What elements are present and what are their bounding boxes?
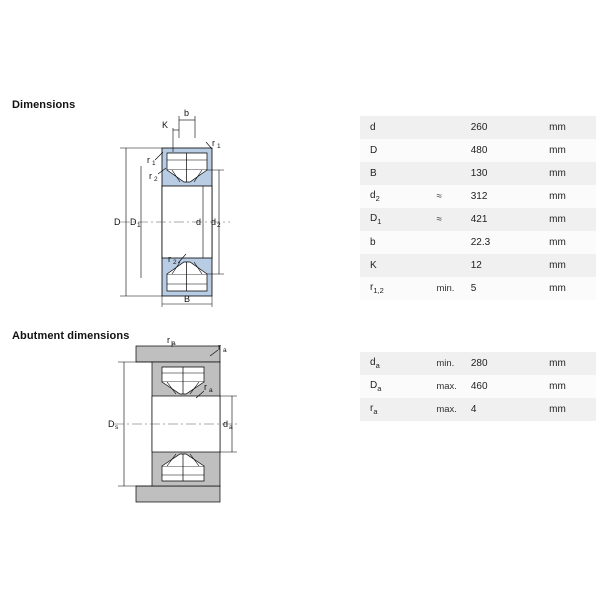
label-r2-bottom-sub: 2 — [173, 259, 177, 266]
label-r1-left-sub: 1 — [152, 160, 156, 167]
dimension-qualifier-cell: min. — [436, 277, 470, 300]
abutment-symbol-cell — [360, 352, 436, 375]
dimension-symbol-cell — [360, 139, 436, 162]
label-ra-top-sub: a — [172, 340, 176, 347]
dimension-unit-cell: mm — [543, 208, 596, 231]
dimension-value-cell: 5 — [471, 277, 543, 300]
dimension-value-cell: 480 — [471, 139, 543, 162]
dimension-value-cell: 312 — [471, 185, 543, 208]
label-d: d — [196, 217, 202, 227]
dimension-symbol-cell — [360, 185, 436, 208]
label-ra-upper-right: r — [218, 342, 221, 352]
symbol-subscript: a — [375, 361, 380, 370]
label-r2-left-sub: 2 — [154, 176, 158, 183]
table-row — [360, 208, 596, 231]
symbol-text: K — [370, 260, 377, 271]
dimension-value-cell: 130 — [471, 162, 543, 185]
symbol-subscript: 2 — [375, 194, 380, 203]
table-row — [360, 375, 596, 398]
bearing-drawing — [100, 108, 330, 308]
table-row — [360, 254, 596, 277]
label-r2-left: r — [149, 171, 152, 181]
symbol-subscript: a — [373, 407, 378, 416]
dimension-unit-cell: mm — [543, 277, 596, 300]
abutment-symbol-cell — [360, 375, 436, 398]
dimension-symbol-cell — [360, 208, 436, 231]
dimension-qualifier-cell — [436, 162, 470, 185]
symbol-text: r — [370, 403, 374, 414]
dimension-symbol-cell — [360, 231, 436, 254]
abutment-symbol-cell — [360, 398, 436, 421]
abutment-qualifier-cell: min. — [436, 352, 471, 375]
symbol-text: D — [370, 380, 378, 391]
symbol-subscript: a — [377, 384, 382, 393]
label-r1-top: r — [212, 138, 215, 148]
dimension-value-cell: 22.3 — [471, 231, 543, 254]
dimension-unit-cell: mm — [543, 162, 596, 185]
abutment-qualifier-cell: max. — [436, 398, 471, 421]
abutment-qualifier-cell: max. — [436, 375, 471, 398]
label-ra-top: r — [167, 335, 170, 345]
dimension-value-cell: 260 — [471, 116, 543, 139]
dimension-value-cell: 421 — [471, 208, 543, 231]
label-D1: D — [130, 217, 137, 227]
table-row — [360, 139, 596, 162]
dimensions-table — [360, 116, 596, 300]
label-ra-upper-right-sub: a — [223, 347, 227, 354]
label-D: D — [114, 217, 121, 227]
label-r2-bottom: r — [168, 254, 171, 264]
table-row — [360, 185, 596, 208]
dimension-unit-cell: mm — [543, 185, 596, 208]
label-d2: d — [211, 217, 217, 227]
label-r1-top-sub: 1 — [217, 143, 221, 150]
label-Ds-sub: s — [115, 424, 119, 431]
dimension-symbol-cell — [360, 116, 436, 139]
symbol-text: d — [370, 190, 376, 201]
dimension-symbol-cell — [360, 254, 436, 277]
abutment-drawing — [100, 335, 330, 510]
label-K: K — [162, 120, 169, 130]
abutment-dimensions-table — [360, 352, 596, 421]
label-ra-mid: r — [204, 382, 207, 392]
abutment-value-cell: 460 — [471, 375, 543, 398]
label-Ds: D — [108, 419, 115, 429]
label-r1-left: r — [147, 155, 150, 165]
symbol-text: B — [370, 168, 377, 179]
label-ra-mid-sub: a — [209, 387, 213, 394]
dimension-qualifier-cell — [436, 139, 470, 162]
symbol-text: D — [370, 213, 378, 224]
symbol-text: D — [370, 145, 378, 156]
symbol-subscript: 1,2 — [373, 286, 384, 295]
dimension-qualifier-cell: ≈ — [436, 208, 470, 231]
table-row — [360, 231, 596, 254]
dimension-symbol-cell — [360, 277, 436, 300]
label-da-sub: a — [229, 424, 233, 431]
label-D1-sub: 1 — [137, 222, 141, 229]
abutment-unit-cell: mm — [543, 375, 596, 398]
table-row — [360, 277, 596, 300]
dimensions-section-title: Dimensions — [12, 99, 76, 111]
symbol-text: r — [370, 282, 374, 293]
dimension-unit-cell: mm — [543, 231, 596, 254]
symbol-text: b — [370, 237, 376, 248]
table-row — [360, 116, 596, 139]
dimension-qualifier-cell — [436, 231, 470, 254]
abutment-dimensions-section-title: Abutment dimensions — [12, 330, 130, 342]
abutment-value-cell: 280 — [471, 352, 543, 375]
dimension-unit-cell: mm — [543, 254, 596, 277]
abutment-unit-cell: mm — [543, 352, 596, 375]
dimension-qualifier-cell: ≈ — [436, 185, 470, 208]
dimension-value-cell: 12 — [471, 254, 543, 277]
dimension-unit-cell: mm — [543, 116, 596, 139]
label-B: B — [184, 294, 191, 304]
dimension-symbol-cell — [360, 162, 436, 185]
abutment-unit-cell: mm — [543, 398, 596, 421]
dimension-qualifier-cell — [436, 254, 470, 277]
label-da: d — [223, 419, 229, 429]
table-row — [360, 398, 596, 421]
dimension-qualifier-cell — [436, 116, 470, 139]
table-row — [360, 352, 596, 375]
label-d2-sub: 2 — [217, 222, 221, 229]
label-b: b — [184, 108, 190, 118]
abutment-value-cell: 4 — [471, 398, 543, 421]
symbol-subscript: 1 — [377, 217, 382, 226]
table-row — [360, 162, 596, 185]
dimension-unit-cell: mm — [543, 139, 596, 162]
symbol-text: d — [370, 357, 376, 368]
symbol-text: d — [370, 122, 376, 133]
